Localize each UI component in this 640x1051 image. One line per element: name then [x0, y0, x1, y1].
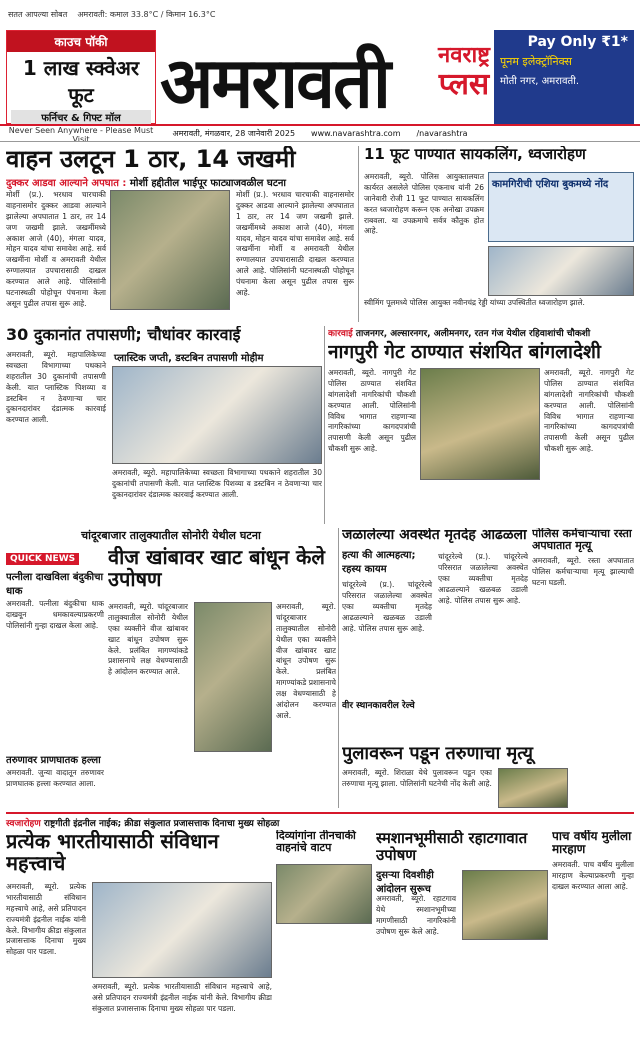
quick-news-item1-body: अमरावती. पत्नीला बंदुकीचा धाक दाखवून धमकावल्याप्रकरणी पोलिसांनी गुन्हा दाखल केला आहे.: [6, 599, 104, 630]
story-constitution-headline: प्रत्येक भारतीयासाठी संविधान महत्त्वाचे: [6, 830, 219, 875]
story-crematorium-sub: दुसऱ्या दिवशीही आंदोलन सुरूच: [376, 870, 434, 895]
crematorium-photo: [462, 870, 548, 940]
story-body-found-box: वीर स्थानकावरील रेल्वे: [342, 701, 415, 711]
bridge-photo: [498, 768, 568, 808]
story-body-found-body: चांदूररेल्वे (प्र.). चांदूररेल्वे परिसरात जळालेल्या अवस्थेत एका व्यक्तीचा मृतदेह आढळल्याने खळबळ उडाली आहे. पोलिस तपास सुरू आहे.: [342, 580, 432, 633]
constitution-photo: [92, 882, 272, 978]
constitution-tag: स्वजारोहण: [6, 819, 41, 829]
story-girl-assault-headline: पाच वर्षीय मुलीला मारहाण: [552, 830, 632, 857]
tricycle-photo: [276, 864, 372, 924]
masthead-plus: [438, 44, 490, 101]
story-police-accident: [532, 528, 634, 740]
plus-line1: नवराष्ट्र: [438, 43, 490, 68]
column-rule: [324, 326, 325, 524]
story-police-accident-body: अमरावती, ब्यूरो. रस्ता अपघातात पोलिस कर्मचाऱ्याचा मृत्यू झाल्याची घटना घडली.: [532, 556, 634, 587]
story-shop-inspection: [6, 326, 322, 524]
quick-news: [6, 546, 104, 808]
story-bangladeshi: [328, 326, 634, 524]
story-accident-body: मोर्शी (प्र.). भरधाव चारचाकी वाहनासमोर दुक्कर आडवा आल्याने झालेल्या अपघातात 1 ठार, तर 14 जण जखमी झाले. जखमींमध्ये अकाश आजे (40), मंगला यादव, मोहन यादव यांचा समावेश आहे. सर्व जखमींना मोर्शी व अमरावती येथील रुग्णालयात उपचारासाठी दाखल करण्यात आले आहे. पोलिसांनी घटनास्थळी पोहोचून पंचनामा केला असून पुढील तपास सुरू आहे.: [6, 190, 106, 308]
story-pole-headline: वीज खांबावर खाट बांधून केले उपोषण: [108, 546, 325, 591]
ad-right[interactable]: [494, 30, 634, 124]
ad-brand: काउच पॉकी: [7, 31, 155, 52]
kicker-tags: ताजनगर, अल्सारनगर, अलीमनगर, रतन गंज येथील रहिवाशांची चौकशी: [355, 329, 591, 339]
masthead-title: अमरावती: [160, 41, 390, 124]
story-accident-sub: मोर्शी हद्दीतील भाईपूर फाट्याजवळील घटना: [129, 178, 286, 190]
story-tricycle-headline: दिव्यांगांना तीनचाकी वाहनांचे वाटप: [276, 830, 356, 855]
story-crematorium-body: अमरावती, ब्यूरो. रहाटगाव येथे स्मशानभूमीच्या मागणीसाठी नागरिकांनी उपोषण सुरू केले आहे.: [376, 894, 456, 936]
story-constitution-body: अमरावती, ब्यूरो. प्रत्येक भारतीयासाठी संविधान महत्त्वाचे आहे, असे प्रतिपादन राज्यमंत्री इंद्रनील नाईक यांनी केले. विभागीय क्रीडा संकुलात प्रजासत्ताक दिनाचा मुख्य सोहळा पार पडला.: [6, 882, 87, 957]
story-bangladeshi-headline: नागपुरी गेट ठाण्यात संशयित बांगलादेशी: [328, 341, 601, 363]
story-accident-headline: वाहन उलटून 1 ठार, 14 जखमी: [6, 146, 296, 173]
story-body-found: [342, 528, 528, 740]
story-police-accident-headline: पोलिस कर्मचाऱ्याचा रस्ता अपघातात मृत्यू: [532, 528, 632, 553]
story-constitution-tagline: [6, 812, 634, 829]
story-tricycle: [276, 830, 372, 1046]
story-shop-headline: 30 दुकानांत तपासणी; चौधांवर कारवाई: [6, 326, 241, 344]
masthead: [160, 30, 490, 124]
tagline: सतत आपल्या सोबत: [8, 9, 68, 19]
story-pole-body: अमरावती, ब्यूरो. चांदूरबाजार तालुक्यातील सोनोरी येथील एका व्यक्तीने वीज खांबावर खाट बांधून उपोषण सुरू केले. प्रलंबित मागण्यांकडे प्रशासनाचे लक्ष वेधण्यासाठी हे आंदोलन करण्यात आले.: [108, 602, 188, 677]
story-cycling-headline: 11 फूट पाण्यात सायकलिंग, ध्वजारोहण: [364, 146, 586, 163]
story-girl-assault-body: अमरावती. पाच वर्षीय मुलीला मारहाण केल्याप्रकरणी गुन्हा दाखल करण्यात आला आहे.: [552, 860, 634, 892]
story-girl-assault: [552, 830, 634, 1046]
police-station-photo: [420, 368, 540, 480]
ad-note: Never Seen Anywhere - Please Must Visit: [8, 126, 154, 144]
story-bangladeshi-kicker-line: [328, 326, 634, 339]
story-shop-body-cont: अमरावती, ब्यूरो. महापालिकेच्या स्वच्छता विभागाच्या पथकाने शहरातील 30 दुकानांची तपासणी केली. यात प्लास्टिक पिशव्या व डस्टबिन न ठेवणाऱ्या चार दुकानदारांवर दंडात्मक कारवाई करण्यात आली.: [112, 468, 322, 499]
story-crematorium-headline: स्मशानभूमीसाठी रहाटगावात उपोषण: [376, 830, 528, 864]
social-handle[interactable]: /navarashtra: [416, 129, 468, 138]
date: अमरावती, मंगळवार, 28 जानेवारी 2025: [172, 129, 296, 138]
story-shop-body: अमरावती, ब्यूरो. महापालिकेच्या स्वच्छता विभागाच्या पथकाने शहरातील 30 दुकानांची तपासणी केली. यात प्लास्टिक पिशव्या व डस्टबिन न ठेवणाऱ्या चार दुकानदारांवर दंडात्मक कारवाई करण्यात आली.: [6, 350, 106, 425]
story-bridge-fall-headline: पुलावरून पडून तरुणाचा मृत्यू: [342, 744, 533, 764]
story-cycling-body: अमरावती, ब्यूरो. पोलिस आयुक्तालयात कार्यरत असलेले पोलिस एकनाथ यांनी 26 जानेवारी रोजी 11 फूट पाण्यात सायकलिंग करत ध्वजारोहण करून एक अनोखा उपक्रम राबवला. या उपक्रमाचे सर्वत्र कौतुक होत आहे.: [364, 172, 484, 236]
ad-right-offer: Pay Only ₹1*: [527, 34, 628, 50]
quick-news-label: QUICK NEWS: [6, 553, 79, 565]
ad-right-address: मोती नगर, अमरावती.: [500, 76, 579, 87]
story-bridge-fall: [342, 744, 634, 808]
ad-headline: 1 लाख स्क्वेअर फूट: [22, 56, 140, 107]
column-rule: [338, 528, 339, 808]
ad-right-brand: पूनम इलेक्ट्रॉनिक्स: [500, 55, 572, 68]
quick-news-item2-body: अमरावती. जुन्या वादातून तरुणावर प्राणघातक हल्ला करण्यात आला.: [6, 767, 104, 788]
story-pole-topline: चांदूरबाजार तालुक्यातील सोनोरी येथील घटना: [81, 529, 261, 542]
story-accident-sub-red: दुक्कर आडवा आल्याने अपघात :: [6, 178, 127, 190]
story-cycling: [364, 146, 634, 322]
cycling-photo: [488, 246, 634, 296]
story-accident: [6, 146, 354, 322]
ad-left[interactable]: [6, 30, 156, 144]
cycling-box: [488, 172, 634, 242]
accident-photo: [110, 190, 230, 310]
story-pole: [108, 546, 336, 808]
quick-news-item2-title: तरुणावर प्राणघातक हल्ला: [6, 754, 101, 766]
column-rule: [358, 146, 359, 322]
quick-news-item1-title: पत्नीला दाखविला बंदुकीचा धाक: [6, 572, 104, 597]
constitution-tags: राष्ट्रगीती इंद्रनील नाईक; क्रीडा संकुलात प्रजासत्ताक दिनाचा मुख्य सोहळा: [43, 819, 280, 829]
cycling-box-title: कामगिरीची एशिया बुकमध्ये नोंद: [492, 179, 609, 190]
pole-photo: [194, 602, 272, 752]
story-shop-sub: प्लास्टिक जप्ती, डस्टबिन तपासणी मोहीम: [114, 353, 264, 364]
story-constitution-body-cont: अमरावती, ब्यूरो. प्रत्येक भारतीयासाठी संविधान महत्त्वाचे आहे, असे प्रतिपादन राज्यमंत्री इंद्रनील नाईक यांनी केले. विभागीय क्रीडा संकुलात प्रजासत्ताक दिनाचा मुख्य सोहळा पार पडला.: [92, 982, 272, 1013]
story-accident-body-cont: मोर्शी (प्र.). भरधाव चारचाकी वाहनासमोर दुक्कर आडवा आल्याने झालेल्या अपघातात 1 ठार, तर 14 जण जखमी झाले. जखमींमध्ये अकाश आजे (40), मंगला यादव, मोहन यादव यांचा समावेश आहे. सर्व जखमींना मोर्शी व अमरावती येथील रुग्णालयात उपचारासाठी दाखल करण्यात आले आहे. पोलिसांनी घटनास्थळी पोहोचून पंचनामा केला असून पुढील तपास सुरू आहे.: [236, 190, 354, 297]
story-cycling-caption: स्वीमिंग पूलमध्ये पोलिस आयुक्त नवीनचंद्र रेड्डी यांच्या उपस्थितीत ध्वजारोहण झाले.: [364, 298, 585, 307]
website-link[interactable]: www.navarashtra.com: [311, 129, 401, 138]
story-body-found-sub: हत्या की आत्महत्या; रहस्य कायम: [342, 550, 416, 576]
story-bangladeshi-body: अमरावती, ब्यूरो. नागपुरी गेट पोलिस ठाण्यात संशयित बांगलादेशी नागरिकांची चौकशी करण्यात आली. पोलिसांनी विविध भागात राहणाऱ्या नागरिकांच्या कागदपत्रांची तपासणी केली असून पुढील चौकशी सुरू आहे.: [328, 368, 416, 454]
ad-sub: फर्निचर & गिफ्ट मॉल: [11, 110, 151, 124]
dateline: [0, 124, 640, 142]
story-pole-body-cont: अमरावती, ब्यूरो. चांदूरबाजार तालुक्यातील सोनोरी येथील एका व्यक्तीने वीज खांबावर खाट बांधून उपोषण सुरू केले. प्रलंबित मागण्यांकडे प्रशासनाचे लक्ष वेधण्यासाठी हे आंदोलन करण्यात आले.: [276, 602, 336, 720]
plus-line2: प्लस: [438, 67, 490, 103]
weather: अमरावती: कमाल 33.8°C / किमान 16.3°C: [77, 9, 216, 19]
top-line: [0, 0, 640, 28]
kicker: कारवाई: [328, 329, 353, 339]
story-bridge-fall-body: अमरावती, ब्यूरो. शिराळा येथे पुलावरून पडून एका तरुणाचा मृत्यू झाला. पोलिसांनी घटनेची नोंद केली आहे.: [342, 767, 492, 788]
shop-photo: [112, 366, 322, 464]
story-crematorium: [376, 830, 548, 1046]
story-bangladeshi-body-cont: अमरावती, ब्यूरो. नागपुरी गेट पोलिस ठाण्यात संशयित बांगलादेशी नागरिकांची चौकशी करण्यात आली. पोलिसांनी विविध भागात राहणाऱ्या नागरिकांच्या कागदपत्रांची तपासणी केली असून पुढील चौकशी सुरू आहे.: [544, 368, 634, 454]
story-body-found-headline: जळालेल्या अवस्थेत मृतदेह आढळला: [342, 528, 527, 543]
story-body-found-body-cont: चांदूररेल्वे (प्र.). चांदूररेल्वे परिसरात जळालेल्या अवस्थेत एका व्यक्तीचा मृतदेह आढळल्याने खळबळ उडाली आहे. पोलिस तपास सुरू आहे.: [438, 552, 528, 605]
story-constitution: [6, 830, 272, 1046]
